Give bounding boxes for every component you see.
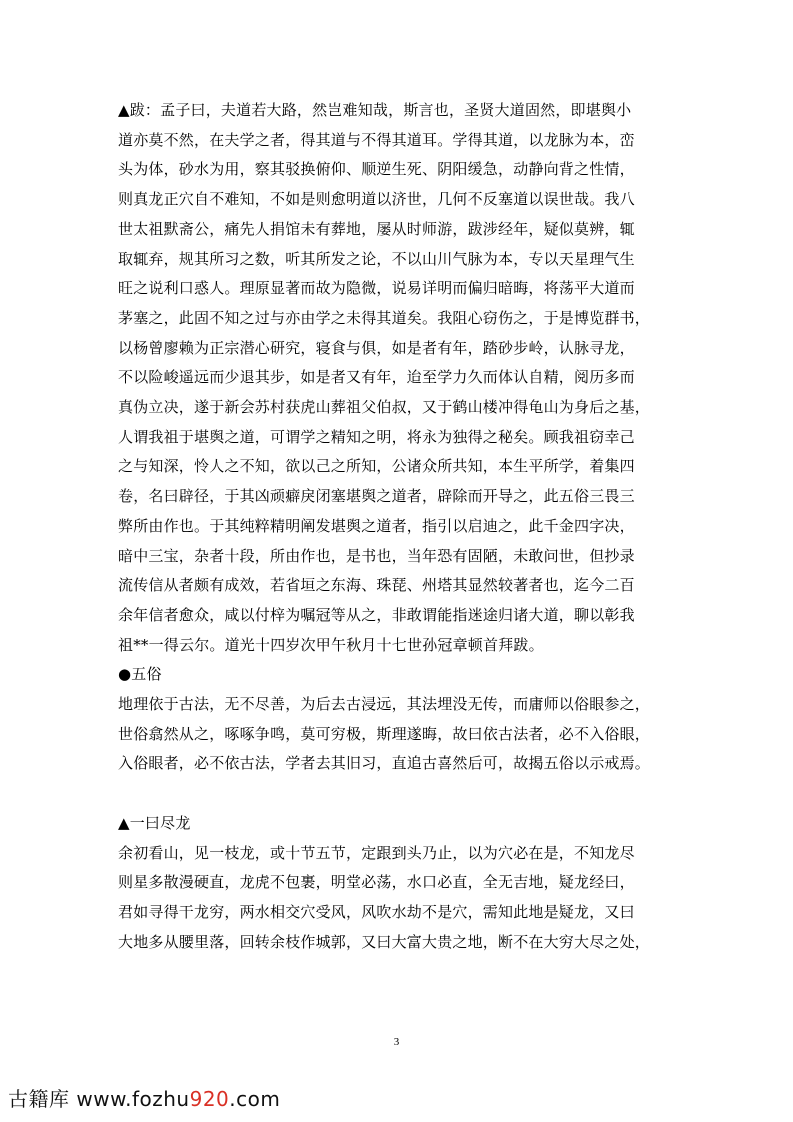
text-line: 余初看山，见一枝龙，或十节五节，定跟到头乃止，以为穴必在是，不知龙尽 xyxy=(118,843,635,862)
text-line: 祖**一得云尔。道光十四岁次甲午秋月十七世孙冠章顿首拜跋。 xyxy=(118,635,544,654)
text-line: 道亦莫不然，在夫学之者，得其道与不得其道耳。学得其道，以龙脉为本，峦 xyxy=(118,130,635,149)
text-line: 茅塞之，此固不知之过与亦由学之未得其道矣。我阻心窃伤之，于是博览群书， xyxy=(118,308,651,327)
document-body xyxy=(118,96,678,957)
text-line: 地理依于古法，无不尽善，为后去古浸远，其法埋没无传，而庸师以俗眼参之， xyxy=(118,695,651,714)
page-number: 3 xyxy=(393,1036,400,1048)
text-line: 真伪立决，遂于新会苏村获虎山葬祖父伯叔，又于鹤山楼冲得龟山为身后之基， xyxy=(118,398,651,417)
text-line: 人谓我祖于堪舆之道，可谓学之精知之明，将永为独得之秘矣。顾我祖窃幸己 xyxy=(118,427,635,446)
text-line: 卷，名曰辟径，于其凶顽癖戾闭塞堪舆之道者，辟除而开导之，此五俗三畏三 xyxy=(118,487,635,506)
text-line: 头为体，砂水为用，察其驳换俯仰、顺逆生死、阴阳缓急，动静向背之性情， xyxy=(118,160,635,179)
text-line: 世俗翕然从之，啄啄争鸣，莫可穷极，斯理遂晦，故曰依古法者，必不入俗眼， xyxy=(118,724,651,743)
text-line: 弊所由作也。于其纯粹精明阐发堪舆之道者，指引以启迪之，此千金四字决， xyxy=(118,516,635,535)
text-line: 不以险峻遥远而少退其步，如是者又有年，迨至学力久而体认自精，阅历多而 xyxy=(118,368,635,387)
text-line: 以杨曾廖赖为正宗潜心研究，寝食与俱，如是者有年，踏砂步岭，认脉寻龙， xyxy=(118,338,635,357)
blank-line xyxy=(118,779,678,809)
text-line: 世太祖默斋公，痛先人捐馆未有葬地，屡从时师游，跋涉经年，疑似莫辨，辄 xyxy=(118,219,635,238)
site-watermark xyxy=(8,1087,280,1111)
text-line: 入俗眼者，必不依古法，学者去其旧习，直追古喜然后可，故揭五俗以示戒焉。 xyxy=(118,754,651,773)
paragraph xyxy=(118,96,678,660)
paragraph xyxy=(118,690,678,779)
text-line: 暗中三宝，杂者十段，所由作也，是书也，当年恐有固陋，未敢问世，但抄录 xyxy=(118,546,635,565)
watermark-url-suffix: .com xyxy=(229,1087,281,1111)
watermark-url-prefix: www.fozhu xyxy=(76,1087,190,1111)
text-line: 则真龙正穴自不难知，不如是则愈明道以济世，几何不反塞道以误世哉。我八 xyxy=(118,190,635,209)
text-line: 之与知深，怜人之不知，欲以己之所知，公诸众所共知，本生平所学，着集四 xyxy=(118,457,635,476)
text-line: 君如寻得干龙穷，两水相交穴受风，风吹水劫不是穴，需知此地是疑龙，又曰 xyxy=(118,902,635,921)
text-line: 则星多散漫硬直，龙虎不包裹，明堂必荡，水口必直，全无吉地，疑龙经曰， xyxy=(118,873,635,892)
text-line: ▲跋：孟子曰，夫道若大路，然岂难知哉，斯言也，圣贤大道固然，即堪舆小 xyxy=(118,101,632,119)
section-heading: ●五俗 xyxy=(118,665,162,684)
text-line: 大地多从腰里落，回转余枝作城郭，又曰大富大贵之地，断不在大穷大尽之处， xyxy=(118,932,651,951)
text-line: 流传信从者颇有成效，若省垣之东海、珠琵、州塔其显然较著者也，迄今二百 xyxy=(118,576,635,595)
paragraph xyxy=(118,839,678,958)
watermark-url-digits: 920 xyxy=(189,1087,230,1111)
text-line: 余年信者愈众，咸以付梓为嘱冠等从之，非敢谓能指迷途归诸大道，聊以彰我 xyxy=(118,605,635,624)
text-line: 旺之说利口惑人。理原显著而故为隐微，说易详明而偏归暗晦，将荡平大道而 xyxy=(118,279,635,298)
text-line: 取辄弃，规其所习之数，听其所发之论，不以山川气脉为本，专以天星理气生 xyxy=(118,249,635,268)
watermark-site-name: 古籍库 xyxy=(8,1087,70,1111)
section-heading: ▲一曰尽龙 xyxy=(118,813,191,832)
